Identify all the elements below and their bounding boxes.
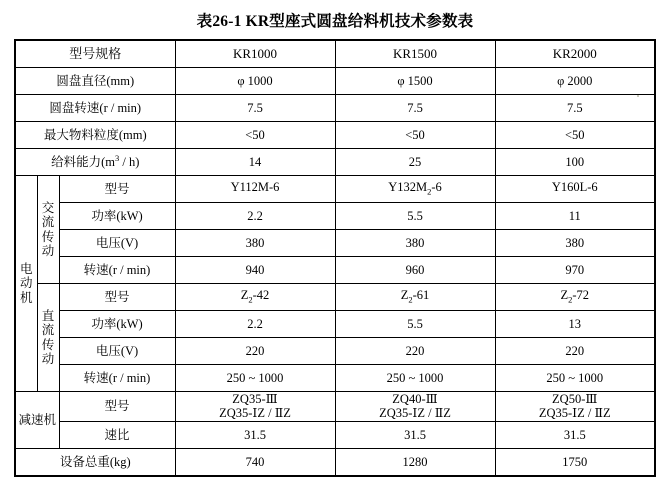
dc-char-0: 直: [41, 308, 55, 323]
ac-model-pre-1: Y132M: [388, 180, 428, 195]
dc-model-sub-2: 2: [568, 294, 573, 305]
table-row: [15, 176, 655, 203]
table-container: [0, 39, 670, 477]
table-row: [15, 122, 655, 149]
cell-dc-voltage-kr1500: 220: [335, 338, 495, 365]
motor-char-1: 动: [19, 276, 33, 291]
cell-max-particle-kr1000: <50: [175, 122, 335, 149]
cell-reducer-ratio-kr1500: 31.5: [335, 421, 495, 448]
row-label-disc-diameter: 圆盘直径(mm): [15, 68, 175, 95]
header-model-kr1000: KR1000: [175, 40, 335, 68]
table-row: [15, 203, 655, 230]
cell-ac-model-kr2000: [495, 176, 655, 203]
row-label-ac-speed: 转速(r / min): [59, 257, 175, 284]
dc-char-3: 动: [41, 351, 55, 366]
table-row: [15, 421, 655, 448]
cell-total-weight-kr2000: 1750: [495, 448, 655, 476]
reducer-model-line2-kr2000: ZQ35-ⅠZ / ⅡZ: [538, 406, 611, 421]
header-model-kr2000: KR2000: [495, 40, 655, 68]
spec-table: [14, 39, 656, 477]
dc-model-pre-2: Z: [560, 288, 569, 303]
feeding-capacity-sup: 3: [115, 153, 120, 164]
reducer-model-line1-kr1500: ZQ40-Ⅲ: [392, 392, 438, 406]
cell-capacity-kr1000: 14: [175, 149, 335, 176]
row-label-total-weight: 设备总重(kg): [15, 448, 175, 476]
group-label-dc-drive: [37, 284, 59, 392]
page-title: 表26-1 KR型座式圆盘给料机技术参数表: [196, 13, 474, 30]
ac-char-2: 传: [41, 229, 55, 244]
table-row: [15, 149, 655, 176]
cell-ac-model-kr1500: [335, 176, 495, 203]
row-label-dc-speed: 转速(r / min): [59, 365, 175, 392]
dc-model-post-2: -72: [572, 288, 590, 303]
cell-dc-power-kr1500: 5.5: [335, 311, 495, 338]
table-row: [15, 284, 655, 311]
table-row: [15, 365, 655, 392]
table-row: [15, 392, 655, 422]
reducer-model-line1-kr2000: ZQ50-Ⅲ: [552, 392, 598, 406]
row-label-ac-power: 功率(kW): [59, 203, 175, 230]
cell-reducer-ratio-kr2000: 31.5: [495, 421, 655, 448]
table-row: [15, 68, 655, 95]
table-row: [15, 257, 655, 284]
table-row: [15, 338, 655, 365]
cell-ac-speed-kr2000: 970: [495, 257, 655, 284]
dc-char-1: 流: [41, 323, 55, 338]
feeding-capacity-suffix: / h): [119, 155, 140, 170]
cell-dc-model-kr1000: [175, 284, 335, 311]
table-header-row: [15, 40, 655, 68]
scan-speck: [637, 95, 639, 97]
group-label-reducer: 减速机: [15, 392, 59, 449]
dc-model-sub-1: 2: [408, 294, 413, 305]
dc-model-post-0: -42: [252, 288, 270, 303]
cell-ac-model-kr1000: [175, 176, 335, 203]
cell-dc-voltage-kr1000: 220: [175, 338, 335, 365]
dc-model-post-1: -61: [412, 288, 430, 303]
group-label-motor: [15, 176, 37, 392]
motor-char-2: 机: [19, 290, 33, 305]
row-label-feeding-capacity: [15, 149, 175, 176]
cell-ac-power-kr1500: 5.5: [335, 203, 495, 230]
cell-max-particle-kr2000: <50: [495, 122, 655, 149]
reducer-model-line1-kr1000: ZQ35-Ⅲ: [232, 392, 278, 406]
cell-total-weight-kr1500: 1280: [335, 448, 495, 476]
table-row: [15, 230, 655, 257]
group-label-ac-drive: [37, 176, 59, 284]
cell-ac-power-kr2000: 11: [495, 203, 655, 230]
cell-reducer-model-kr1500: [335, 392, 495, 422]
cell-ac-power-kr1000: 2.2: [175, 203, 335, 230]
cell-capacity-kr2000: 100: [495, 149, 655, 176]
cell-dc-speed-kr2000: 250 ~ 1000: [495, 365, 655, 392]
row-label-dc-voltage: 电压(V): [59, 338, 175, 365]
table-row: [15, 448, 655, 476]
cell-ac-voltage-kr1000: 380: [175, 230, 335, 257]
row-label-dc-model: 型号: [59, 284, 175, 311]
feeding-capacity-prefix: 给料能力(m: [51, 155, 115, 170]
cell-reducer-model-kr2000: [495, 392, 655, 422]
cell-ac-voltage-kr1500: 380: [335, 230, 495, 257]
reducer-model-line2-kr1500: ZQ35-ⅠZ / ⅡZ: [379, 406, 451, 421]
cell-disc-speed-kr2000: 7.5: [495, 95, 655, 122]
table-row: [15, 311, 655, 338]
row-label-max-particle-size: 最大物料粒度(mm): [15, 122, 175, 149]
cell-ac-speed-kr1000: 940: [175, 257, 335, 284]
motor-char-0: 电: [19, 261, 33, 276]
cell-ac-voltage-kr2000: 380: [495, 230, 655, 257]
ac-model-sub-1: 2: [427, 186, 432, 197]
row-label-ac-model: 型号: [59, 176, 175, 203]
cell-reducer-model-kr1000: [175, 392, 335, 422]
reducer-model-line2-kr1000: ZQ35-ⅠZ / ⅡZ: [219, 406, 291, 421]
ac-model-pre-2: Y160L-6: [551, 180, 598, 195]
ac-char-3: 动: [41, 243, 55, 258]
header-model-kr1500: KR1500: [335, 40, 495, 68]
dc-model-sub-0: 2: [248, 294, 253, 305]
cell-disc-diameter-kr1500: φ 1500: [335, 68, 495, 95]
cell-dc-power-kr2000: 13: [495, 311, 655, 338]
cell-dc-speed-kr1000: 250 ~ 1000: [175, 365, 335, 392]
cell-dc-speed-kr1500: 250 ~ 1000: [335, 365, 495, 392]
cell-dc-model-kr2000: [495, 284, 655, 311]
cell-disc-speed-kr1000: 7.5: [175, 95, 335, 122]
dc-model-pre-0: Z: [240, 288, 249, 303]
row-label-reducer-model: 型号: [59, 392, 175, 422]
row-label-dc-power: 功率(kW): [59, 311, 175, 338]
ac-char-0: 交: [41, 200, 55, 215]
ac-char-1: 流: [41, 215, 55, 230]
table-row: [15, 95, 655, 122]
cell-ac-speed-kr1500: 960: [335, 257, 495, 284]
dc-model-pre-1: Z: [400, 288, 409, 303]
ac-model-pre-0: Y112M-6: [230, 180, 280, 195]
ac-model-post-1: -6: [431, 180, 442, 195]
cell-dc-model-kr1500: [335, 284, 495, 311]
cell-reducer-ratio-kr1000: 31.5: [175, 421, 335, 448]
row-label-disc-speed: 圆盘转速(r / min): [15, 95, 175, 122]
cell-total-weight-kr1000: 740: [175, 448, 335, 476]
cell-disc-diameter-kr2000: φ 2000: [495, 68, 655, 95]
row-label-ac-voltage: 电压(V): [59, 230, 175, 257]
cell-capacity-kr1500: 25: [335, 149, 495, 176]
cell-dc-power-kr1000: 2.2: [175, 311, 335, 338]
header-model-spec: 型号规格: [15, 40, 175, 68]
cell-disc-diameter-kr1000: φ 1000: [175, 68, 335, 95]
dc-char-2: 传: [41, 337, 55, 352]
cell-dc-voltage-kr2000: 220: [495, 338, 655, 365]
cell-max-particle-kr1500: <50: [335, 122, 495, 149]
cell-disc-speed-kr1500: 7.5: [335, 95, 495, 122]
row-label-reducer-ratio: 速比: [59, 421, 175, 448]
